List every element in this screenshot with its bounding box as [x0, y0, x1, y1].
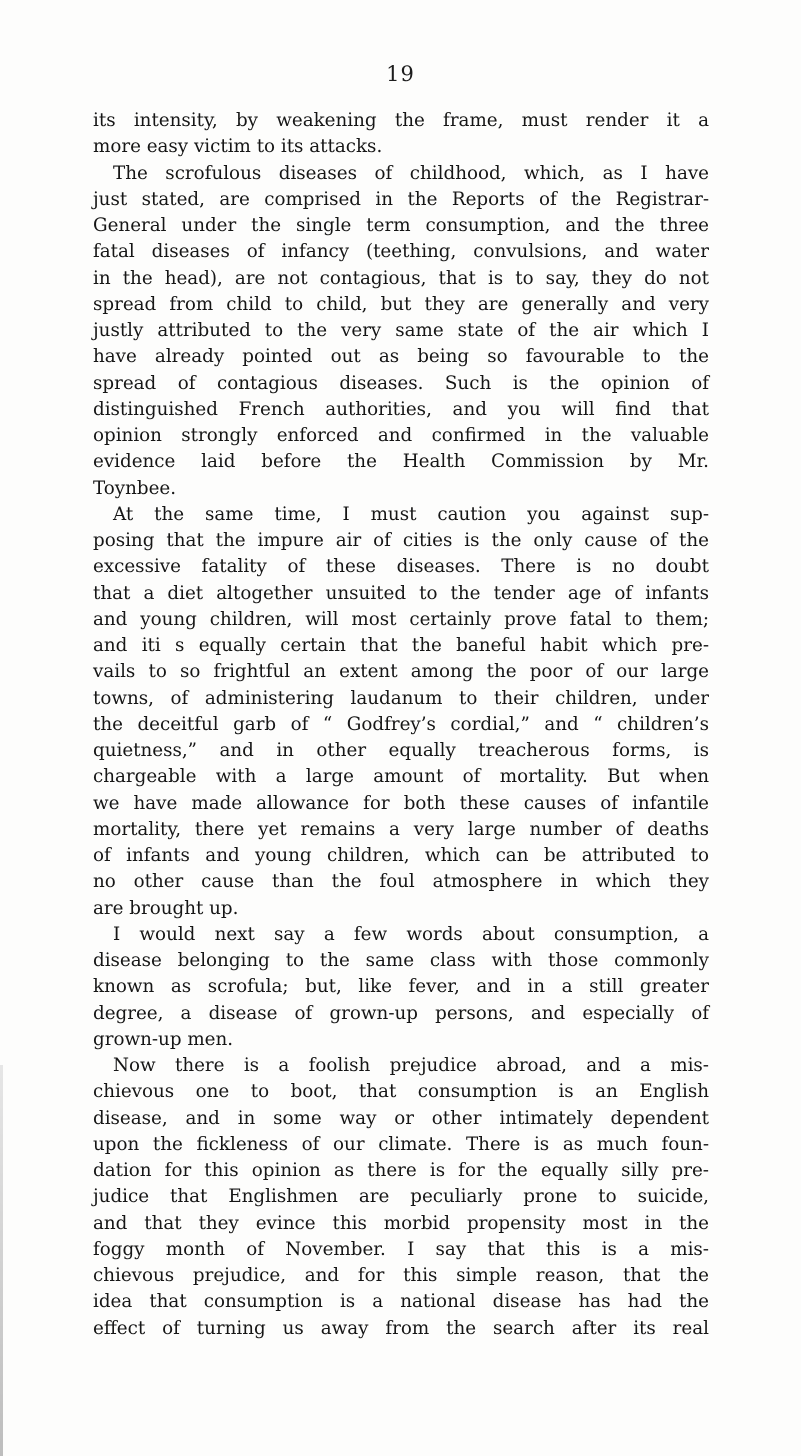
text-line: dation for this opinion as there is for the equally silly pre- — [93, 1160, 709, 1181]
text-line: foggy month of November. I say that this is a mis- — [93, 1238, 709, 1260]
text-line: opinion strongly enforced and confirmed in the valuable — [93, 425, 709, 446]
text-line: posing that the impure air of cities is the only cause of the — [93, 530, 709, 551]
text-line: idea that consumption is a national disease has had the — [93, 1291, 709, 1313]
text-line: disease, and in some way or other intimately dependent — [93, 1107, 709, 1129]
text-line: disease belonging to the same class with those commonly — [93, 950, 709, 971]
text-line: known as scrofula; but, like fever, and in a still greater — [93, 976, 709, 998]
text-line: The scrofulous diseases of childhood, which, as I have — [113, 162, 709, 184]
text-line: At the same time, I must caution you against sup- — [113, 503, 709, 525]
text-line: fatal diseases of infancy (teething, convulsions, and water — [93, 241, 709, 263]
text-line: the deceitful garb of “ Godfrey’s cordial,” and “ children’s — [93, 713, 709, 735]
text-line: quietness,” and in other equally treacherous forms, is — [93, 740, 709, 761]
text-line: and young children, will most certainly prove fatal to them; — [93, 608, 709, 630]
text-line: distinguished French authorities, and you will find that — [93, 398, 709, 420]
text-line: chargeable with a large amount of mortality. But when — [93, 766, 709, 788]
text-line: that a diet altogether unsuited to the tender age of infants — [93, 582, 709, 604]
text-line: just stated, are comprised in the Reports of the Registrar- — [93, 188, 709, 210]
text-line: effect of turning us away from the search after its real — [93, 1317, 709, 1339]
text-line: spread of contagious diseases. Such is the opinion of — [93, 372, 709, 394]
text-line: evidence laid before the Health Commission by Mr. — [93, 451, 709, 473]
text-line: I would next say a few words about consumption, a — [113, 923, 709, 945]
text-line: excessive fatality of these diseases. There is no doubt — [93, 556, 709, 578]
text-line: spread from child to child, but they are generally and very — [93, 293, 709, 315]
body-text — [93, 108, 709, 1342]
text-line: degree, a disease of grown-up persons, and especially of — [93, 1002, 709, 1024]
text-line: in the head), are not contagious, that is to say, they do not — [93, 267, 709, 289]
text-line: have already pointed out as being so favourable to the — [93, 346, 709, 368]
page-edge-shadow — [0, 1065, 3, 1456]
text-line: more easy victim to its attacks. — [93, 136, 383, 158]
text-line: grown-up men. — [93, 1028, 234, 1050]
text-line: we have made allowance for both these causes of infantile — [93, 792, 709, 814]
page-number: 19 — [386, 62, 415, 86]
text-line: and that they evince this morbid propensity most in the — [93, 1212, 709, 1234]
text-line: vails to so frightful an extent among the poor of our large — [93, 661, 709, 683]
text-line: chievous one to boot, that consumption is an English — [93, 1081, 709, 1103]
text-line: and iti s equally certain that the baneful habit which pre- — [93, 635, 709, 656]
text-line: Now there is a foolish prejudice abroad, and a mis- — [113, 1055, 709, 1076]
text-line: of infants and young children, which can be attributed to — [93, 845, 709, 866]
text-line: judice that Englishmen are peculiarly prone to suicide, — [93, 1186, 709, 1208]
text-line: upon the fickleness of our climate. There is as much foun- — [93, 1133, 709, 1155]
text-line: General under the single term consumption, and the three — [93, 215, 709, 236]
text-line: justly attributed to the very same state of the air which I — [93, 320, 709, 341]
text-line: Toynbee. — [93, 477, 177, 499]
text-line: are brought up. — [93, 897, 239, 919]
text-line: towns, of administering laudanum to their children, under — [93, 687, 709, 709]
text-line: mortality, there yet remains a very large number of deaths — [93, 818, 709, 840]
text-line: no other cause than the foul atmosphere in which they — [93, 871, 709, 893]
text-line: its intensity, by weakening the frame, must render it a — [93, 110, 709, 131]
text-line: chievous prejudice, and for this simple reason, that the — [93, 1265, 709, 1286]
